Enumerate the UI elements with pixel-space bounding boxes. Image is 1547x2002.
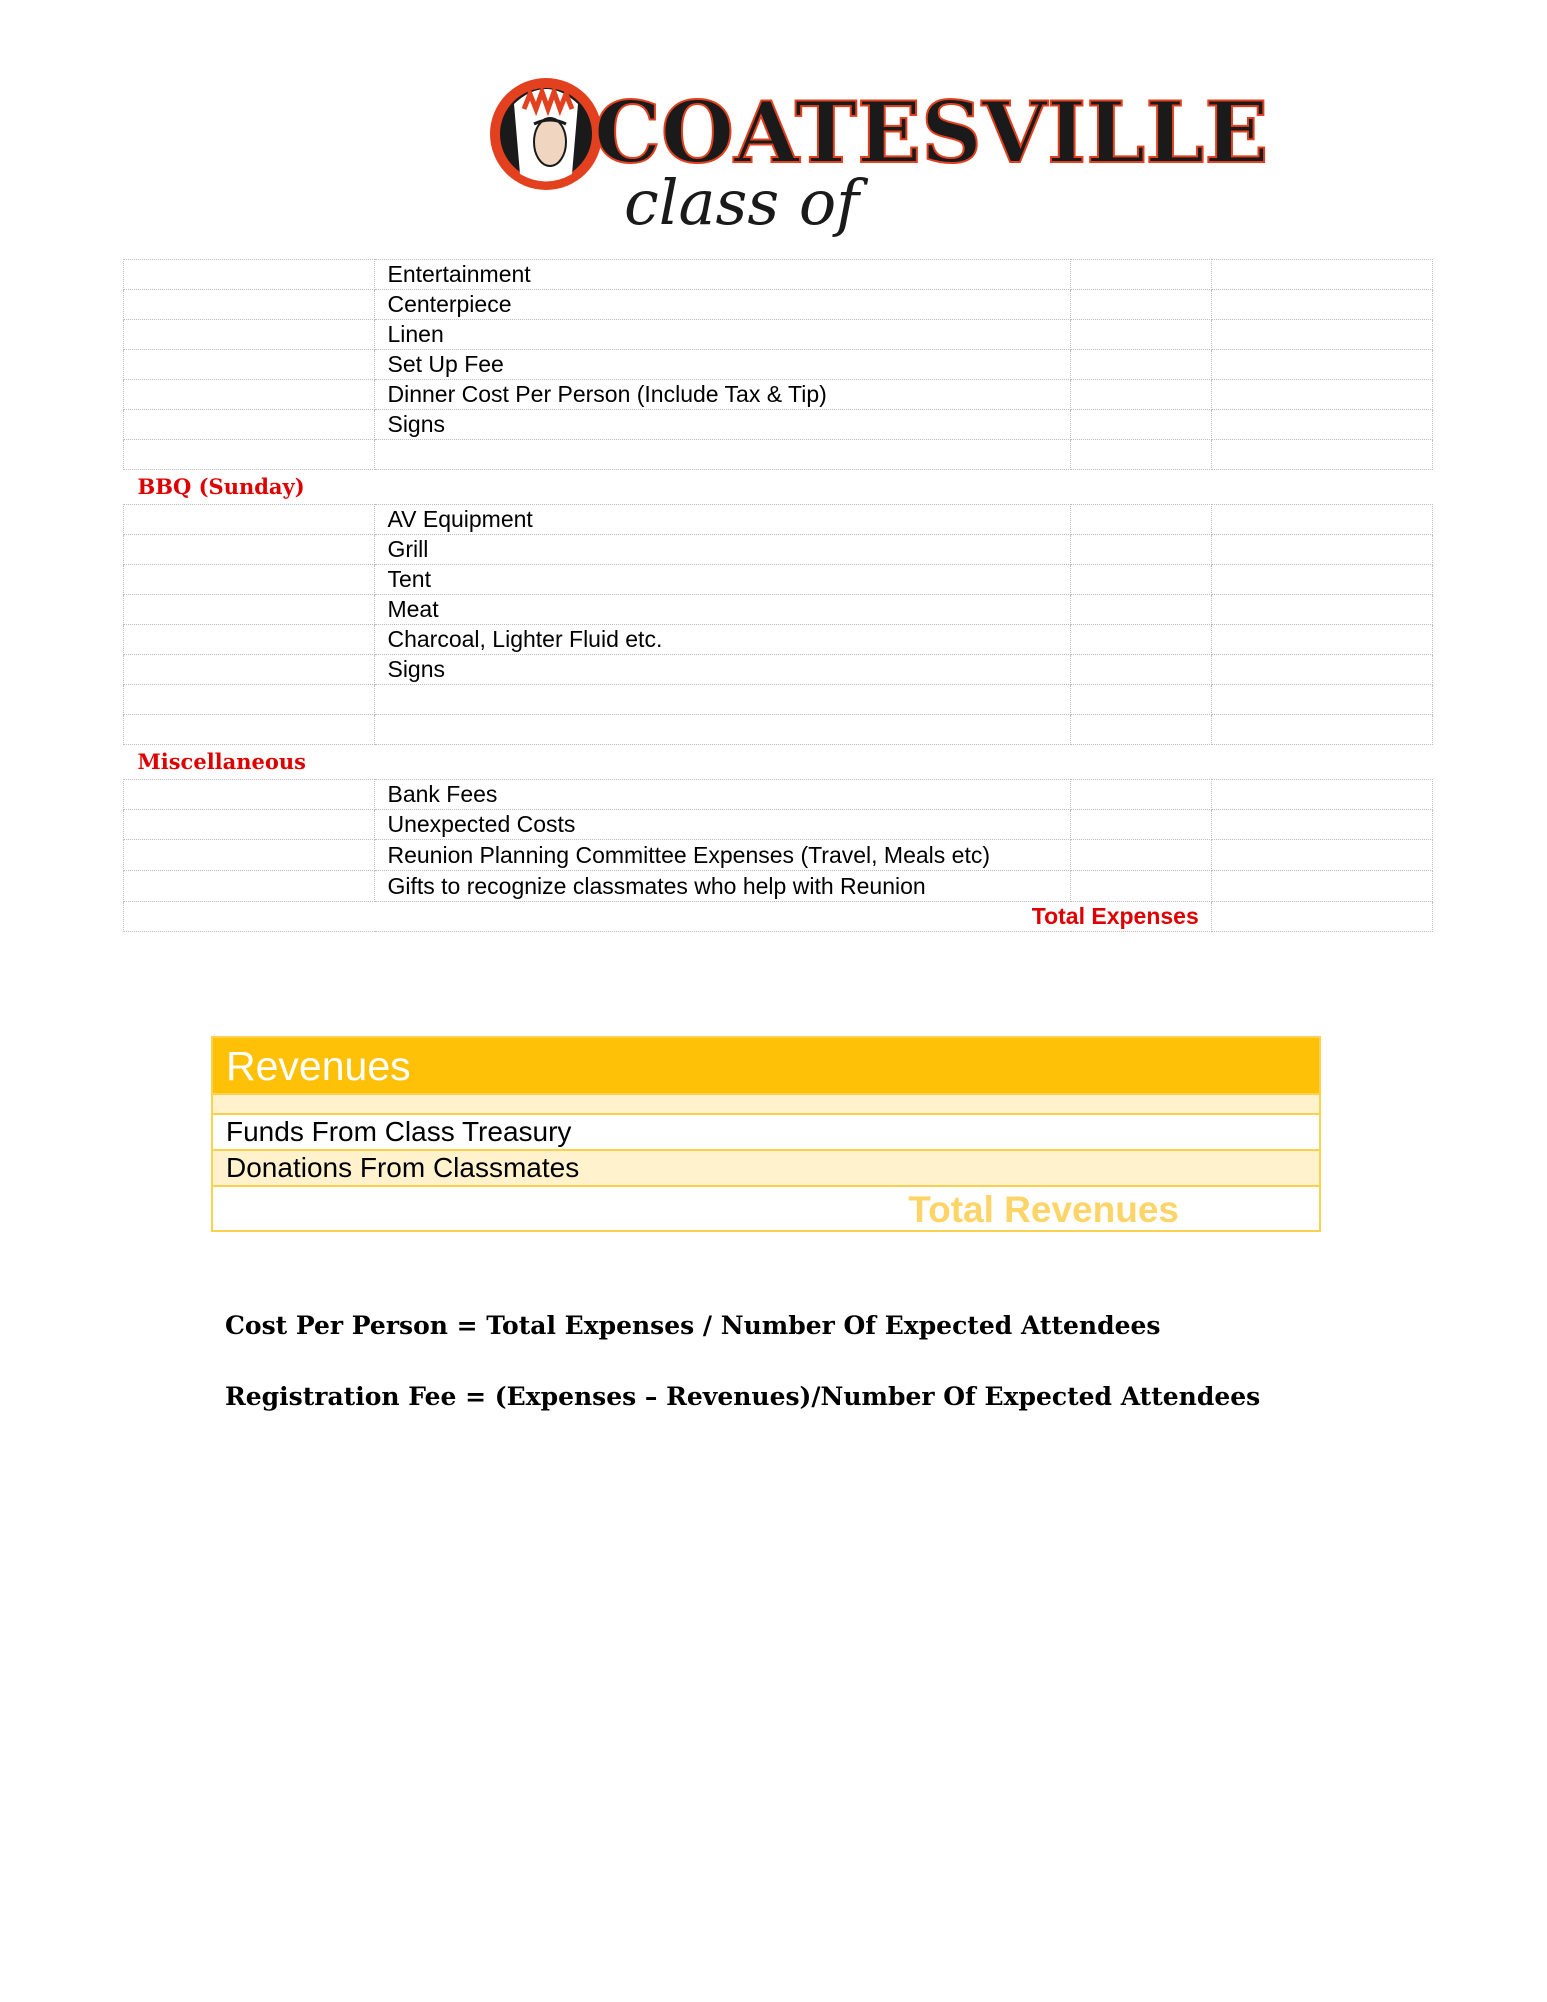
expense-item-label: Unexpected Costs (375, 810, 1071, 840)
expense-category-cell (124, 410, 375, 440)
expense-item-label: Dinner Cost Per Person (Include Tax & Tip) (375, 380, 1071, 410)
expense-category-cell (124, 260, 375, 290)
expense-row (124, 380, 1433, 410)
expense-estimate-cell (1071, 655, 1211, 685)
expense-estimate-cell (1071, 595, 1211, 625)
cost-per-person-formula: Cost Per Person = Total Expenses / Number Of Expected Attendees (225, 1311, 1161, 1340)
expense-actual-cell (1211, 685, 1432, 715)
expense-estimate-cell (1071, 440, 1211, 470)
expense-actual-cell (1211, 350, 1432, 380)
expense-estimate-cell (1071, 715, 1211, 745)
chief-emblem-icon (490, 78, 602, 190)
expense-category-cell (124, 655, 375, 685)
expense-item-label: AV Equipment (375, 505, 1071, 535)
total-expenses-value-cell (1211, 902, 1432, 932)
expense-estimate-cell (1071, 505, 1211, 535)
expense-estimate-cell (1071, 410, 1211, 440)
expense-row (124, 290, 1433, 320)
expense-row (124, 810, 1433, 840)
expense-actual-cell (1211, 871, 1432, 902)
expense-row (124, 685, 1433, 715)
expense-actual-cell (1211, 715, 1432, 745)
expense-row (124, 655, 1433, 685)
expense-section-title: BBQ (Sunday) (137, 474, 305, 499)
expense-row (124, 505, 1433, 535)
expense-actual-cell (1211, 380, 1432, 410)
logo-graphic (484, 64, 1269, 244)
expense-category-cell (124, 625, 375, 655)
total-expenses-row (124, 902, 1433, 932)
expense-estimate-cell (1071, 840, 1211, 871)
expense-row (124, 565, 1433, 595)
expense-row (124, 410, 1433, 440)
expense-estimate-cell (1071, 535, 1211, 565)
expense-item-label: Centerpiece (375, 290, 1071, 320)
expense-category-cell (124, 320, 375, 350)
expense-actual-cell (1211, 810, 1432, 840)
expense-item-label: Charcoal, Lighter Fluid etc. (375, 625, 1071, 655)
expense-row (124, 871, 1433, 902)
expense-category-cell (124, 715, 375, 745)
expense-estimate-cell (1071, 625, 1211, 655)
expense-actual-cell (1211, 655, 1432, 685)
expense-actual-cell (1211, 595, 1432, 625)
expense-actual-cell (1211, 290, 1432, 320)
expense-category-cell (124, 840, 375, 871)
total-revenues-label: Total Revenues (908, 1189, 1179, 1230)
expense-estimate-cell (1071, 780, 1211, 810)
expense-category-cell (124, 440, 375, 470)
expense-actual-cell (1211, 625, 1432, 655)
expense-row (124, 595, 1433, 625)
expense-section-title: Miscellaneous (137, 749, 306, 774)
expense-category-cell (124, 810, 375, 840)
expense-actual-cell (1211, 840, 1432, 871)
expense-estimate-cell (1071, 260, 1211, 290)
expense-row (124, 840, 1433, 871)
expense-item-label: Reunion Planning Committee Expenses (Travel, Meals etc) (375, 840, 1071, 871)
revenues-table (211, 1036, 1321, 1232)
expense-row (124, 780, 1433, 810)
expense-estimate-cell (1071, 290, 1211, 320)
expense-section-row (124, 470, 1433, 505)
expense-category-cell (124, 871, 375, 902)
expense-item-label: Tent (375, 565, 1071, 595)
expense-actual-cell (1211, 320, 1432, 350)
expense-actual-cell (1211, 440, 1432, 470)
expense-section-row (124, 745, 1433, 780)
expenses-table (123, 259, 1433, 932)
expense-category-cell (124, 505, 375, 535)
expense-actual-cell (1211, 780, 1432, 810)
expense-item-label: Signs (375, 655, 1071, 685)
expense-category-cell (124, 350, 375, 380)
logo-script-text: class of (624, 166, 860, 239)
expense-category-cell (124, 380, 375, 410)
expense-category-cell (124, 595, 375, 625)
expense-row (124, 320, 1433, 350)
expense-estimate-cell (1071, 380, 1211, 410)
expense-item-label: Grill (375, 535, 1071, 565)
expense-actual-cell (1211, 410, 1432, 440)
expense-estimate-cell (1071, 810, 1211, 840)
expense-actual-cell (1211, 535, 1432, 565)
expense-category-cell (124, 535, 375, 565)
expense-estimate-cell (1071, 320, 1211, 350)
expense-row (124, 625, 1433, 655)
revenues-spacer-row (213, 1095, 1319, 1115)
expense-item-label (375, 685, 1071, 715)
expense-actual-cell (1211, 260, 1432, 290)
expense-estimate-cell (1071, 350, 1211, 380)
total-expenses-label: Total Expenses (375, 902, 1211, 932)
expense-category-cell (124, 565, 375, 595)
expense-item-label: Entertainment (375, 260, 1071, 290)
expense-item-label: Bank Fees (375, 780, 1071, 810)
expense-row (124, 260, 1433, 290)
expense-category-cell (124, 290, 375, 320)
coatesville-class-of-logo (484, 64, 1269, 244)
expense-item-label: Linen (375, 320, 1071, 350)
expense-item-label: Signs (375, 410, 1071, 440)
expense-item-label (375, 715, 1071, 745)
expense-item-label: Set Up Fee (375, 350, 1071, 380)
expense-row (124, 440, 1433, 470)
logo-school-name: COATESVILLE (594, 83, 1269, 182)
expense-row (124, 350, 1433, 380)
expense-item-label: Gifts to recognize classmates who help with Reunion (375, 871, 1071, 902)
expense-item-label (375, 440, 1071, 470)
registration-fee-formula: Registration Fee = (Expenses – Revenues)/Number Of Expected Attendees (225, 1382, 1261, 1411)
expense-category-cell (124, 780, 375, 810)
expense-actual-cell (1211, 565, 1432, 595)
expense-item-label: Meat (375, 595, 1071, 625)
expense-actual-cell (1211, 505, 1432, 535)
expense-estimate-cell (1071, 685, 1211, 715)
expense-category-cell (124, 685, 375, 715)
revenue-row: Funds From Class Treasury (213, 1115, 1319, 1151)
total-expenses-spacer (124, 902, 375, 932)
revenue-row: Donations From Classmates (213, 1151, 1319, 1187)
expense-estimate-cell (1071, 565, 1211, 595)
expense-row (124, 715, 1433, 745)
expense-row (124, 535, 1433, 565)
revenues-title: Revenues (213, 1038, 1319, 1095)
expense-estimate-cell (1071, 871, 1211, 902)
